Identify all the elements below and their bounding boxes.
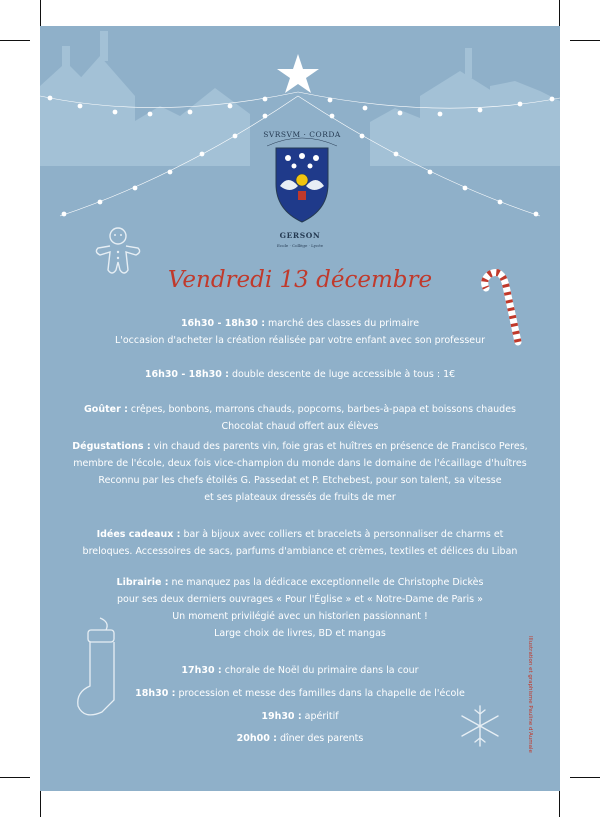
program-item: 16h30 - 18h30 : marché des classes du primaire L'occasion d'acheter la création réalisée par votre enfant avec son professeur bbox=[114, 318, 486, 346]
program-item: 17h30 : chorale de Noël du primaire dans la cour bbox=[181, 665, 419, 676]
school-subtitle: Ecole · Collège · Lycée bbox=[277, 243, 323, 248]
program-label: Goûter : bbox=[84, 404, 128, 415]
crop-mark bbox=[559, 790, 560, 817]
program-label: Dégustations : bbox=[72, 441, 151, 452]
event-date-title: Vendredi 13 décembre bbox=[167, 267, 433, 293]
program-time: 19h30 : bbox=[261, 711, 302, 722]
school-name: GERSON bbox=[279, 231, 321, 240]
program-label: Idées cadeaux : bbox=[96, 529, 181, 540]
crop-mark bbox=[570, 40, 600, 41]
program-time: 16h30 - 18h30 : bbox=[144, 369, 229, 380]
program-item: Dégustations : vin chaud des parents vin, foie gras et huîtres en présence de Francisco Peres, membre de l'école, deux fois vice-champion du monde dans le domaine de l'écaillage d'huîtres Reconnu par les chefs étoilés G. Passedat et P. Etchebest, pour son talent, sa vitesse et ses plateaux dressés de fruits de mer bbox=[72, 441, 528, 503]
program-item: 20h00 : dîner des parents bbox=[236, 733, 364, 744]
program-time: 18h30 : bbox=[135, 688, 176, 699]
school-motto: SVRSVM · CORDA bbox=[263, 130, 341, 139]
program-label: Librairie : bbox=[116, 577, 169, 588]
event-poster bbox=[40, 26, 560, 791]
program-item: Goûter : crêpes, bonbons, marrons chauds, popcorns, barbes-à-papa et boissons chaudes Chocolat chaud offert aux élèves bbox=[84, 404, 516, 432]
program-item: 19h30 : apéritif bbox=[261, 711, 339, 722]
crop-mark bbox=[570, 777, 600, 778]
program-item: 16h30 - 18h30 : double descente de luge accessible à tous : 1€ bbox=[144, 369, 456, 380]
crop-mark bbox=[40, 790, 41, 817]
program-item: 18h30 : procession et messe des familles dans la chapelle de l'école bbox=[135, 688, 465, 699]
crop-mark bbox=[0, 40, 30, 41]
program-item: Librairie : ne manquez pas la dédicace exceptionnelle de Christophe Dickès pour ses deux derniers ouvrages « Pour l'Église » et « Notre-Dame de Paris » Un moment privilégié avec un historien passionnant ! Large choix de livres, BD et mangas bbox=[116, 577, 484, 639]
program-time: 20h00 : bbox=[236, 733, 277, 744]
school-crest-logo bbox=[272, 144, 332, 224]
program-item: Idées cadeaux : bar à bijoux avec colliers et bracelets à personnaliser de charms et breloques. Accessoires de sacs, parfums d'ambiance et crèmes, textiles et délices du Liban bbox=[82, 529, 518, 557]
program-time: 17h30 : bbox=[181, 665, 222, 676]
program-time: 16h30 - 18h30 : bbox=[180, 318, 266, 329]
illustration-credit: Illustration et graphisme Pauline d'Aumale bbox=[527, 636, 533, 753]
crop-mark bbox=[0, 777, 30, 778]
